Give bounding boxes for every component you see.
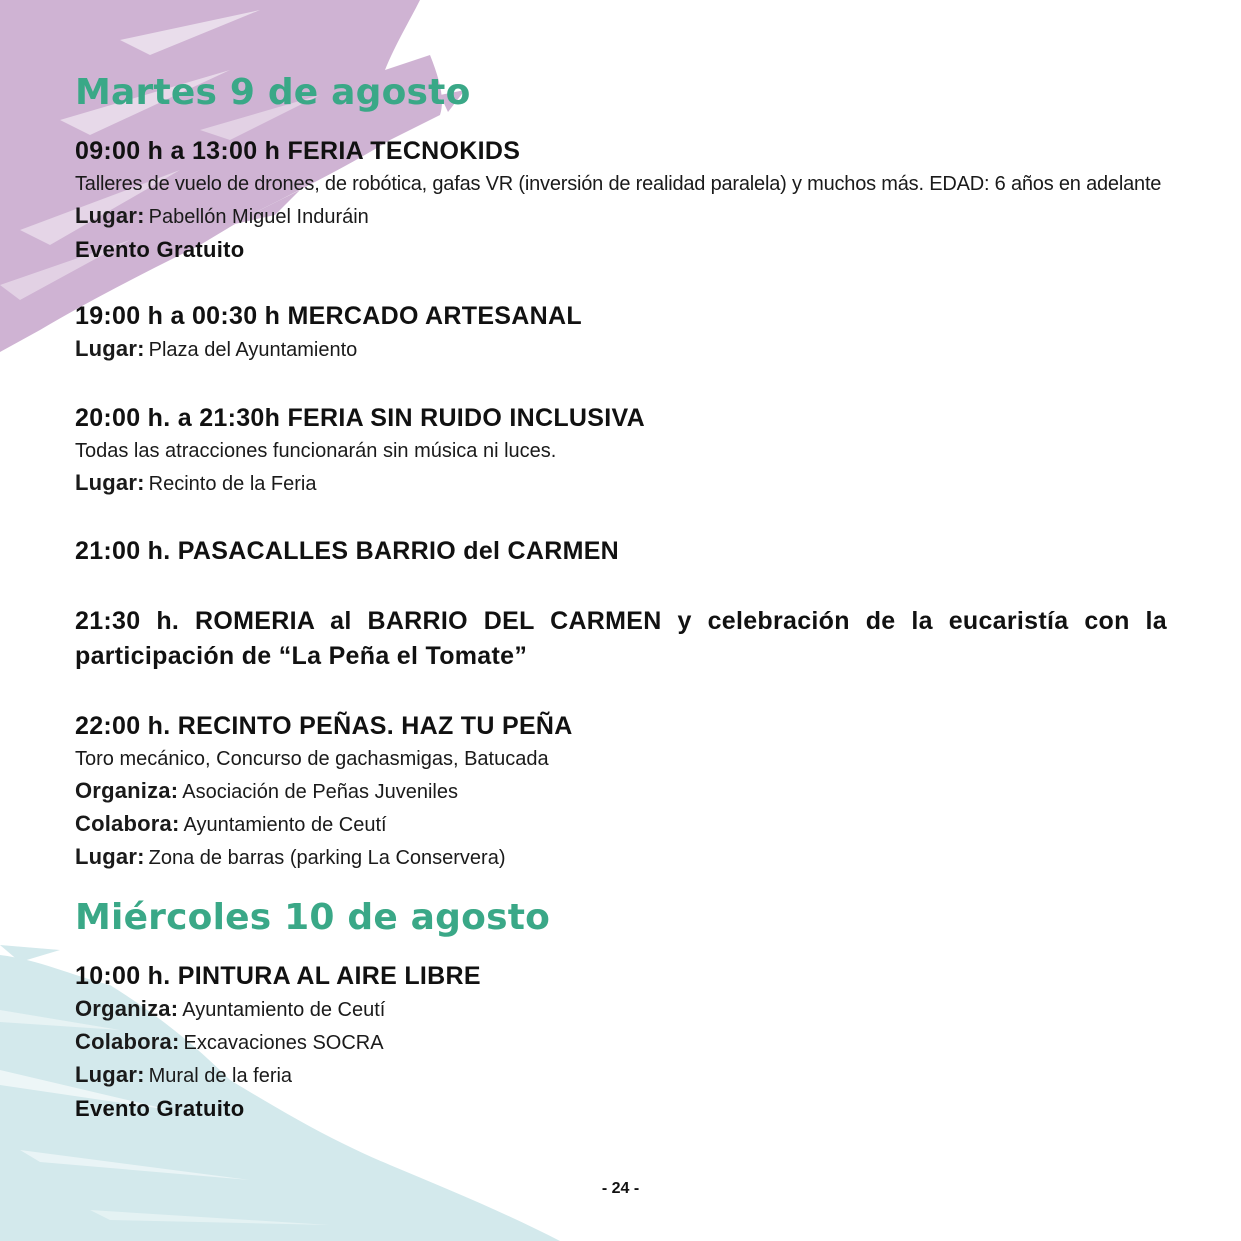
organiza-label: Organiza:	[75, 778, 179, 803]
event-title: 21:00 h. PASACALLES BARRIO del CARMEN	[75, 537, 620, 565]
event-title: 21:30 h. ROMERIA al BARRIO DEL CARMEN y celebración de la eucaristía con la participación de “La Peña el Tomate”	[75, 607, 1167, 670]
colabora-label: Colabora:	[75, 811, 180, 836]
lugar-label: Lugar:	[75, 336, 145, 361]
event-description: Talleres de vuelo de drones, de robótica, gafas VR (inversión de realidad paralela) y muchos más. EDAD: 6 años en adelante	[75, 173, 1162, 195]
lugar-label: Lugar:	[75, 470, 145, 495]
lugar-label: Lugar:	[75, 1062, 145, 1087]
colabora-value: Ayuntamiento de Ceutí	[183, 814, 387, 836]
event-title: 19:00 h a 00:30 h MERCADO ARTESANAL	[75, 302, 582, 330]
lugar-value: Mural de la feria	[148, 1065, 293, 1087]
event-lugar	[75, 841, 1167, 874]
event-mercado-artesanal	[75, 299, 1167, 366]
event-lugar	[75, 200, 1167, 233]
event-lugar	[75, 1059, 1167, 1092]
event-title: 10:00 h. PINTURA AL AIRE LIBRE	[75, 962, 481, 990]
event-colabora	[75, 1026, 1167, 1059]
lugar-label: Lugar:	[75, 844, 145, 869]
evento-gratuito: Evento Gratuito	[75, 1096, 245, 1121]
organiza-value: Ayuntamiento de Ceutí	[182, 999, 386, 1021]
event-recinto-penas	[75, 709, 1167, 874]
lugar-value: Plaza del Ayuntamiento	[148, 339, 358, 361]
event-lugar	[75, 333, 1167, 366]
event-pintura-aire-libre	[75, 959, 1167, 1125]
event-pasacalles	[75, 534, 1167, 568]
event-feria-tecnokids	[75, 134, 1167, 266]
event-feria-sin-ruido	[75, 401, 1167, 500]
event-title: 09:00 h a 13:00 h FERIA TECNOKIDS	[75, 137, 521, 165]
page-number: - 24 -	[601, 1180, 640, 1197]
evento-gratuito: Evento Gratuito	[75, 237, 245, 262]
event-romeria	[75, 604, 1167, 674]
event-description: Todas las atracciones funcionarán sin música ni luces.	[75, 440, 557, 462]
event-lugar	[75, 467, 1167, 500]
event-colabora	[75, 808, 1167, 841]
event-organiza	[75, 775, 1167, 808]
colabora-label: Colabora:	[75, 1029, 180, 1054]
lugar-value: Recinto de la Feria	[148, 473, 317, 495]
lugar-value: Zona de barras (parking La Conservera)	[148, 847, 506, 869]
event-title: 20:00 h. a 21:30h FERIA SIN RUIDO INCLUSIVA	[75, 404, 645, 432]
organiza-value: Asociación de Peñas Juveniles	[182, 781, 458, 803]
lugar-value: Pabellón Miguel Induráin	[148, 206, 369, 228]
organiza-label: Organiza:	[75, 996, 179, 1021]
lugar-label: Lugar:	[75, 203, 145, 228]
colabora-value: Excavaciones SOCRA	[183, 1032, 384, 1054]
day-heading-martes: Martes 9 de agosto	[75, 72, 471, 113]
day-heading-miercoles: Miércoles 10 de agosto	[75, 897, 551, 938]
event-description: Toro mecánico, Concurso de gachasmigas, Batucada	[75, 748, 549, 770]
event-title: 22:00 h. RECINTO PEÑAS. HAZ TU PEÑA	[75, 712, 573, 740]
event-organiza	[75, 993, 1167, 1026]
